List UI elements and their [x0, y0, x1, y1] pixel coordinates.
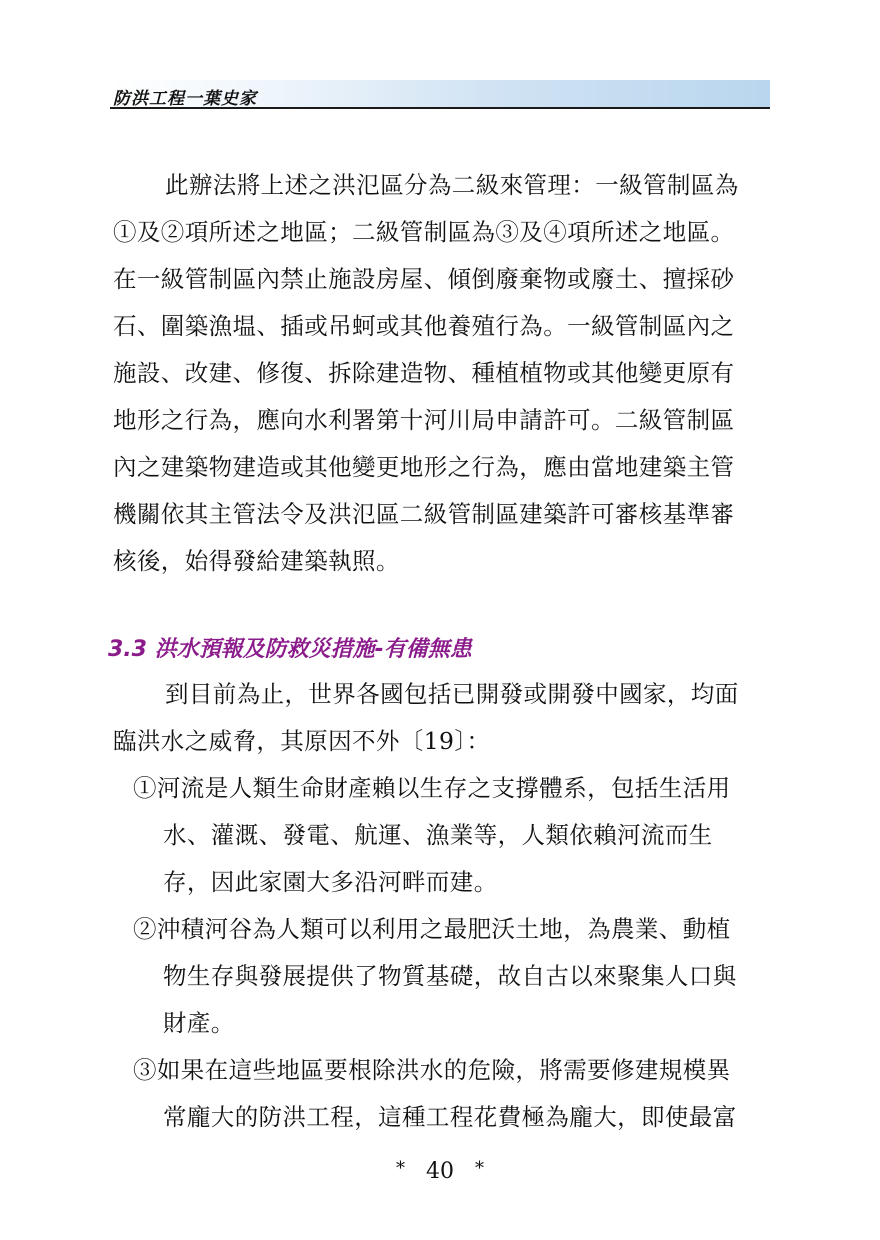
paragraph-line: 核後，始得發給建築執照。 — [113, 547, 400, 575]
paragraph-line: 石、圍築漁塭、插或吊蚵或其他養殖行為。一級管制區內之 — [113, 312, 735, 340]
paragraph-line: ①及②項所述之地區；二級管制區為③及④項所述之地區。 — [113, 218, 735, 246]
paragraph-line: 施設、改建、修復、拆除建造物、種植植物或其他變更原有 — [113, 359, 735, 387]
footer-star-right: * — [475, 1158, 484, 1179]
list-item-line: 常龐大的防洪工程，這種工程花費極為龐大，即使最富 — [163, 1103, 737, 1131]
paragraph-line: 地形之行為，應向水利署第十河川局申請許可。二級管制區 — [113, 406, 735, 434]
paragraph-line: 在一級管制區內禁止施設房屋、傾倒廢棄物或廢土、擅採砂 — [113, 265, 735, 293]
running-header-title: 防洪工程一葉史家 — [113, 89, 257, 109]
paragraph-line: 臨洪水之威脅，其原因不外〔19〕： — [113, 727, 491, 755]
paragraph-line: 到目前為止，世界各國包括已開發或開發中國家，均面 — [165, 680, 739, 708]
paragraph-1 — [113, 162, 773, 585]
paragraph-2 — [113, 671, 773, 765]
list-item-line: ①河流是人類生命財產賴以生存之支撐體系，包括生活用 — [133, 774, 731, 802]
list-item-line: 物生存與發展提供了物質基礎，故自古以來聚集人口與 — [163, 962, 737, 990]
page-footer — [0, 1158, 880, 1184]
list-item-line: 存，因此家園大多沿河畔而建。 — [163, 868, 498, 896]
section-heading: 3.3 洪水預報及防救災措施-有備無患 — [108, 637, 472, 662]
paragraph-line: 此辦法將上述之洪氾區分為二級來管理：一級管制區為 — [165, 171, 739, 199]
paragraph-line: 機關依其主管法令及洪氾區二級管制區建築許可審核基準審 — [113, 500, 735, 528]
list-item — [133, 906, 773, 1047]
page-number: 40 — [426, 1159, 454, 1184]
list-item-line: 水、灌溉、發電、航運、漁業等，人類依賴河流而生 — [163, 821, 713, 849]
reasons-list — [133, 765, 773, 1141]
list-item — [133, 1047, 773, 1141]
list-item-line: 財產。 — [163, 1009, 235, 1037]
footer-star-left: * — [396, 1158, 405, 1179]
paragraph-line: 內之建築物建造或其他變更地形之行為，應由當地建築主管 — [113, 453, 735, 481]
list-item-line: ②沖積河谷為人類可以利用之最肥沃土地，為農業、動植 — [133, 915, 731, 943]
list-item — [133, 765, 773, 906]
list-item-line: ③如果在這些地區要根除洪水的危險，將需要修建規模異 — [133, 1056, 731, 1084]
